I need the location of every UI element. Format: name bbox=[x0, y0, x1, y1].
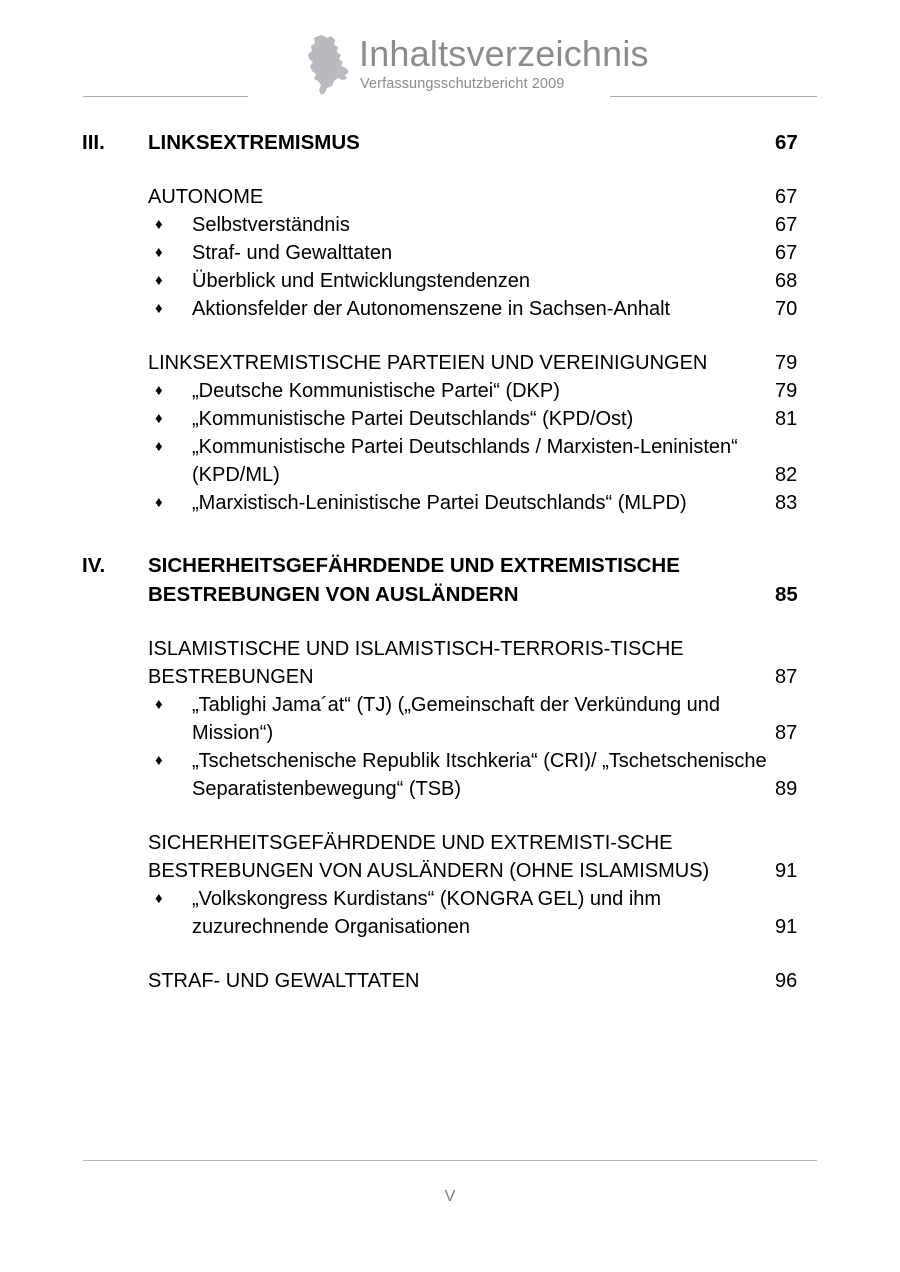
diamond-bullet-icon: ♦ bbox=[155, 752, 163, 769]
entry-page-number: 87 bbox=[775, 722, 798, 744]
entry-page-number: 82 bbox=[775, 464, 798, 486]
diamond-bullet-icon: ♦ bbox=[155, 438, 163, 455]
entry-title: „Deutsche Kommunistische Partei“ (DKP) bbox=[192, 380, 560, 402]
entry-page-number: 70 bbox=[775, 298, 798, 320]
spacer bbox=[0, 609, 900, 635]
toc-section-heading[interactable] bbox=[0, 635, 900, 691]
header-rule-right bbox=[610, 96, 817, 97]
chapter-page-number: 85 bbox=[775, 583, 798, 606]
section-page-number: 79 bbox=[775, 352, 798, 374]
entry-page-number: 68 bbox=[775, 270, 798, 292]
entry-page-number: 67 bbox=[775, 214, 798, 236]
toc-section-heading[interactable] bbox=[0, 967, 900, 995]
diamond-bullet-icon: ♦ bbox=[155, 216, 163, 233]
diamond-bullet-icon: ♦ bbox=[155, 696, 163, 713]
chapter-number: IV. bbox=[82, 554, 106, 577]
toc-entry[interactable] bbox=[0, 211, 900, 239]
section-title: LINKSEXTREMISTISCHE PARTEIEN UND VEREINIGUNGEN bbox=[148, 352, 708, 374]
diamond-bullet-icon: ♦ bbox=[155, 300, 163, 317]
entry-page-number: 81 bbox=[775, 408, 798, 430]
entry-page-number: 91 bbox=[775, 916, 798, 938]
entry-title: „Kommunistische Partei Deutschlands / Marxisten-Leninisten“ (KPD/ML) bbox=[192, 436, 738, 486]
spacer bbox=[0, 323, 900, 349]
diamond-bullet-icon: ♦ bbox=[155, 494, 163, 511]
section-title: ISLAMISTISCHE UND ISLAMISTISCH-TERRORIS-TISCHE BESTREBUNGEN bbox=[148, 638, 684, 688]
entry-title: „Kommunistische Partei Deutschlands“ (KPD/Ost) bbox=[192, 408, 634, 430]
toc-entry[interactable] bbox=[0, 433, 900, 489]
toc-entry[interactable] bbox=[0, 747, 900, 803]
entry-page-number: 89 bbox=[775, 778, 798, 800]
chapter-title: LINKSEXTREMISMUS bbox=[148, 131, 360, 154]
diamond-bullet-icon: ♦ bbox=[155, 890, 163, 907]
toc-chapter-heading[interactable] bbox=[0, 128, 900, 157]
section-page-number: 96 bbox=[775, 970, 798, 992]
footer-page-number: V bbox=[444, 1188, 456, 1205]
spacer bbox=[0, 157, 900, 183]
entry-title: „Volkskongress Kurdistans“ (KONGRA GEL) und ihm zuzurechnende Organisationen bbox=[192, 888, 662, 938]
section-title: AUTONOME bbox=[148, 186, 264, 208]
section-page-number: 67 bbox=[775, 186, 798, 208]
toc-entry[interactable] bbox=[0, 489, 900, 517]
footer-rule bbox=[83, 1160, 817, 1161]
toc-chapter-heading[interactable] bbox=[0, 551, 900, 609]
entry-page-number: 79 bbox=[775, 380, 798, 402]
diamond-bullet-icon: ♦ bbox=[155, 272, 163, 289]
entry-title: „Marxistisch-Leninistische Partei Deutschlands“ (MLPD) bbox=[192, 492, 687, 514]
chapter-number: III. bbox=[82, 131, 105, 154]
page-title: Inhaltsverzeichnis bbox=[359, 33, 649, 74]
header-branding bbox=[305, 34, 649, 96]
section-title: STRAF- UND GEWALTTATEN bbox=[148, 970, 420, 992]
chapter-title: SICHERHEITSGEFÄHRDENDE UND EXTREMISTISCHE BESTREBUNGEN VON AUSLÄNDERN bbox=[148, 554, 680, 606]
page-header bbox=[0, 0, 900, 112]
toc-section-heading[interactable] bbox=[0, 349, 900, 377]
table-of-contents bbox=[0, 128, 900, 995]
toc-entry[interactable] bbox=[0, 377, 900, 405]
report-subtitle: Verfassungsschutzbericht 2009 bbox=[360, 76, 565, 92]
entry-title: Selbstverständnis bbox=[192, 214, 350, 236]
header-text-block bbox=[359, 34, 649, 93]
entry-title: Überblick und Entwicklungstendenzen bbox=[192, 270, 530, 292]
toc-entry[interactable] bbox=[0, 295, 900, 323]
chapter-page-number: 67 bbox=[775, 131, 798, 154]
section-title: SICHERHEITSGEFÄHRDENDE UND EXTREMISTI-SCHE BESTREBUNGEN VON AUSLÄNDERN (OHNE ISLAMISMUS) bbox=[148, 832, 710, 882]
toc-entry[interactable] bbox=[0, 239, 900, 267]
spacer bbox=[0, 941, 900, 967]
diamond-bullet-icon: ♦ bbox=[155, 244, 163, 261]
spacer bbox=[0, 803, 900, 829]
entry-title: Aktionsfelder der Autonomenszene in Sachsen-Anhalt bbox=[192, 298, 671, 320]
toc-entry[interactable] bbox=[0, 885, 900, 941]
section-page-number: 87 bbox=[775, 666, 798, 688]
entry-title: „Tschetschenische Republik Itschkeria“ (CRI)/ „Tschetschenische Separatistenbewegung“ (TSB) bbox=[192, 750, 767, 800]
spacer bbox=[0, 517, 900, 551]
entry-title: Straf- und Gewalttaten bbox=[192, 242, 393, 264]
toc-entry[interactable] bbox=[0, 405, 900, 433]
entry-page-number: 83 bbox=[775, 492, 798, 514]
section-page-number: 91 bbox=[775, 860, 798, 882]
toc-section-heading[interactable] bbox=[0, 183, 900, 211]
diamond-bullet-icon: ♦ bbox=[155, 382, 163, 399]
header-rule-left bbox=[83, 96, 248, 97]
toc-entry[interactable] bbox=[0, 267, 900, 295]
entry-title: „Tablighi Jama´at“ (TJ) („Gemeinschaft der Verkündung und Mission“) bbox=[192, 694, 721, 744]
diamond-bullet-icon: ♦ bbox=[155, 410, 163, 427]
toc-section-heading[interactable] bbox=[0, 829, 900, 885]
toc-entry[interactable] bbox=[0, 691, 900, 747]
saxony-anhalt-state-outline-icon bbox=[305, 34, 351, 96]
entry-page-number: 67 bbox=[775, 242, 798, 264]
